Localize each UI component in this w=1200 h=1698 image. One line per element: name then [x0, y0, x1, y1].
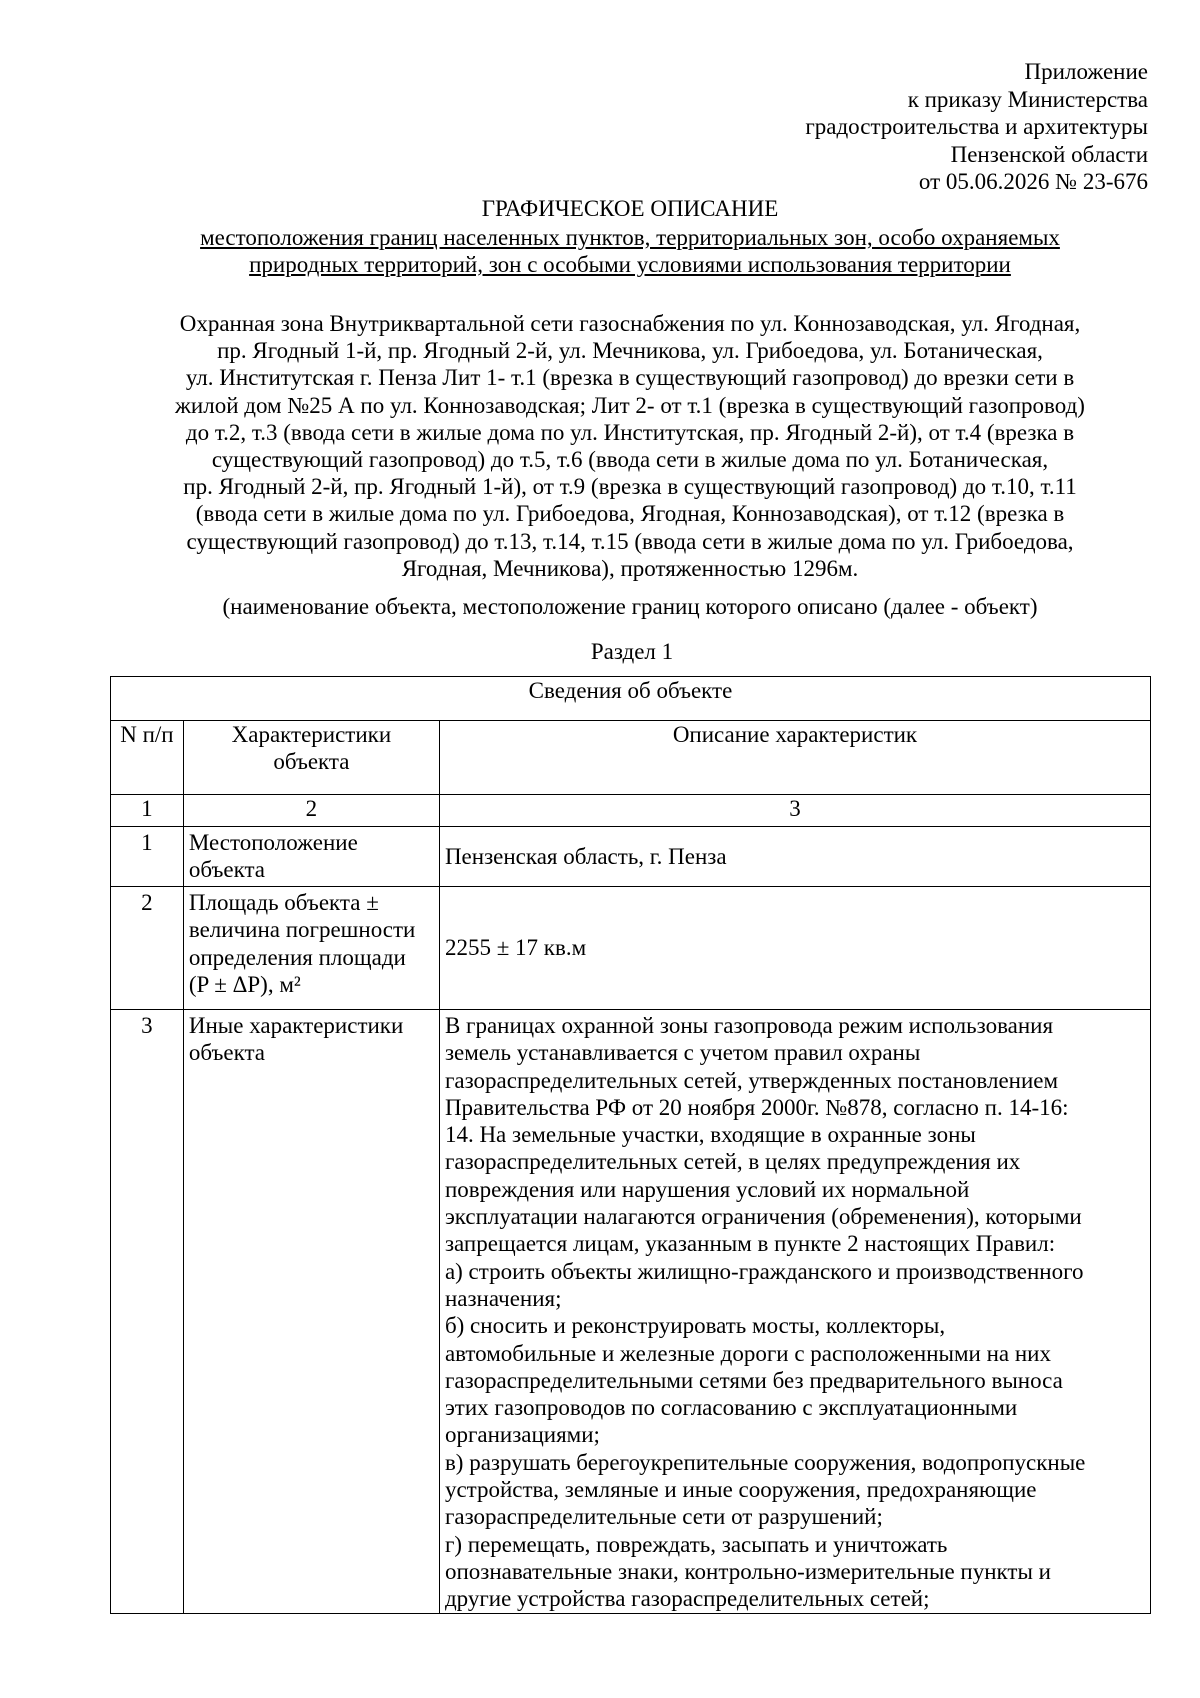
description-line: организациями; — [444, 1422, 600, 1448]
object-name-line: жилой дом №25 А по ул. Коннозаводская; Лит 2- от т.1 (врезка в существующий газопровод) — [175, 392, 1085, 418]
object-name-line: Охранная зона Внутриквартальной сети газоснабжения по ул. Коннозаводская, ул. Ягодная, — [179, 311, 1081, 336]
row-description — [439, 827, 1150, 887]
row-number: 3 — [111, 1010, 184, 1614]
description-line: В границах охранной зоны газопровода режим использования — [444, 1013, 1054, 1038]
description-line: 14. На земельные участки, входящие в охранные зоны — [444, 1122, 976, 1148]
characteristic-line: величина погрешности — [188, 917, 416, 943]
object-name-line: Ягодная, Мечникова), протяженностью 1296м. — [401, 555, 859, 581]
row-number: 1 — [111, 827, 184, 887]
row-description — [439, 1010, 1150, 1614]
description-line: повреждения или нарушения условий их нормальной — [444, 1176, 970, 1202]
characteristic-line: объекта — [188, 857, 266, 883]
object-name-block — [130, 310, 1130, 582]
document-subtitle — [145, 224, 1115, 278]
table-header: Сведения об объекте — [111, 677, 1151, 721]
appendix-line: к приказу Министерства — [907, 86, 1148, 112]
table-header-row — [111, 677, 1151, 721]
column-header-row — [111, 721, 1151, 795]
row-characteristic — [183, 1010, 439, 1614]
column-number: 1 — [111, 795, 184, 827]
description-line: назначения; — [444, 1285, 562, 1311]
description-line: эксплуатации налагаются ограничения (обременения), которыми — [444, 1204, 1082, 1230]
appendix-line: Приложение — [1024, 59, 1148, 84]
characteristic-line: Площадь объекта ± — [188, 890, 379, 915]
row-characteristic — [183, 887, 439, 1010]
column-header-num: N п/п — [111, 721, 184, 795]
object-name-line: пр. Ягодный 1-й, пр. Ягодный 2-й, ул. Мечникова, ул. Грибоедова, ул. Ботаническая, — [217, 338, 1043, 364]
characteristic-line: определения площади — [188, 944, 406, 970]
characteristic-line: Иные характеристики — [188, 1013, 404, 1038]
description-line: автомобильные и железные дороги с расположенными на них — [444, 1340, 1051, 1366]
characteristic-line: Местоположение — [188, 830, 358, 855]
characteristic-line: объекта — [188, 1040, 266, 1066]
appendix-block — [628, 58, 1148, 196]
subtitle-line: природных территорий, зон с особыми условиями использования территории — [249, 252, 1011, 277]
appendix-line: Пензенской области — [950, 141, 1148, 167]
row-characteristic — [183, 827, 439, 887]
column-header-description: Описание характеристик — [439, 721, 1150, 795]
row-number: 2 — [111, 887, 184, 1010]
column-number-row — [111, 795, 1151, 827]
column-number: 2 — [183, 795, 439, 827]
table-row — [111, 1010, 1151, 1614]
description-line: в) разрушать берегоукрепительные сооружения, водопропускные — [444, 1449, 1086, 1475]
subtitle-line: местоположения границ населенных пунктов, территориальных зон, особо охраняемых — [200, 225, 1060, 250]
description-line: другие устройства газораспределительных сетей; — [444, 1586, 930, 1612]
description-line: Правительства РФ от 20 ноября 2000г. №878, согласно п. 14-16: — [444, 1094, 1069, 1120]
description-line: земель устанавливается с учетом правил охраны — [444, 1040, 921, 1066]
column-header-line: объекта — [273, 749, 350, 775]
object-name-line: пр. Ягодный 2-й, пр. Ягодный 1-й), от т.9 (врезка в существующий газопровод) до т.10, т.11 — [183, 474, 1077, 500]
characteristic-line: (P ± ΔP), м² — [188, 971, 301, 997]
table-row — [111, 887, 1151, 1010]
object-name-line: ул. Институтская г. Пенза Лит 1- т.1 (врезка в существующий газопровод) до врезки сети в — [185, 365, 1075, 391]
column-header-characteristics — [183, 721, 439, 795]
description-line: б) сносить и реконструировать мосты, коллекторы, — [444, 1313, 946, 1339]
description-line: газораспределительные сети от разрушений; — [444, 1504, 883, 1530]
description-line: устройства, земляные и иные сооружения, предохраняющие — [444, 1477, 1037, 1503]
description-line: газораспределительных сетей, утвержденных постановлением — [444, 1067, 1059, 1093]
description-line: газораспределительными сетями без предварительного выноса — [444, 1367, 1063, 1393]
description-line: этих газопроводов по согласованию с эксплуатационными — [444, 1395, 1018, 1421]
appendix-line: градостроительства и архитектуры — [805, 114, 1148, 139]
object-info-table — [110, 676, 1151, 1614]
column-header-line: Характеристики — [231, 722, 392, 747]
object-name-line: (ввода сети в жилые дома по ул. Грибоедова, Ягодная, Коннозаводская), от т.12 (врезка в — [195, 501, 1065, 527]
object-name-line: до т.2, т.3 (ввода сети в жилые дома по ул. Институтская, пр. Ягодный 2-й), от т.4 (врезка в — [185, 419, 1075, 445]
description-line: газораспределительных сетей, в целях предупреждения их — [444, 1149, 1021, 1175]
object-caption: (наименование объекта, местоположение границ которого описано (далее - объект) — [222, 594, 1038, 619]
description-line: запрещается лицам, указанным в пункте 2 настоящих Правил: — [444, 1231, 1056, 1257]
row-description — [439, 887, 1150, 1010]
description-line: а) строить объекты жилищно-гражданского и производственного — [444, 1258, 1084, 1284]
object-name-line: существующий газопровод) до т.13, т.14, т.15 (ввода сети в жилые дома по ул. Грибоедова, — [186, 528, 1074, 554]
table-row — [111, 827, 1151, 887]
object-name-line: существующий газопровод) до т.5, т.6 (ввода сети в жилые дома по ул. Ботаническая, — [211, 447, 1049, 473]
description-line: опознавательные знаки, контрольно-измерительные пункты и — [444, 1558, 1051, 1584]
document-title: ГРАФИЧЕСКОЕ ОПИСАНИЕ — [481, 196, 779, 221]
appendix-order-date-number: от 05.06.2026 № 23-676 — [918, 169, 1148, 194]
description-line: 2255 ± 17 кв.м — [444, 935, 587, 961]
description-line: Пензенская область, г. Пенза — [444, 843, 727, 869]
column-number: 3 — [439, 795, 1150, 827]
section-label: Раздел 1 — [590, 639, 674, 664]
description-line: г) перемещать, повреждать, засыпать и уничтожать — [444, 1531, 948, 1557]
